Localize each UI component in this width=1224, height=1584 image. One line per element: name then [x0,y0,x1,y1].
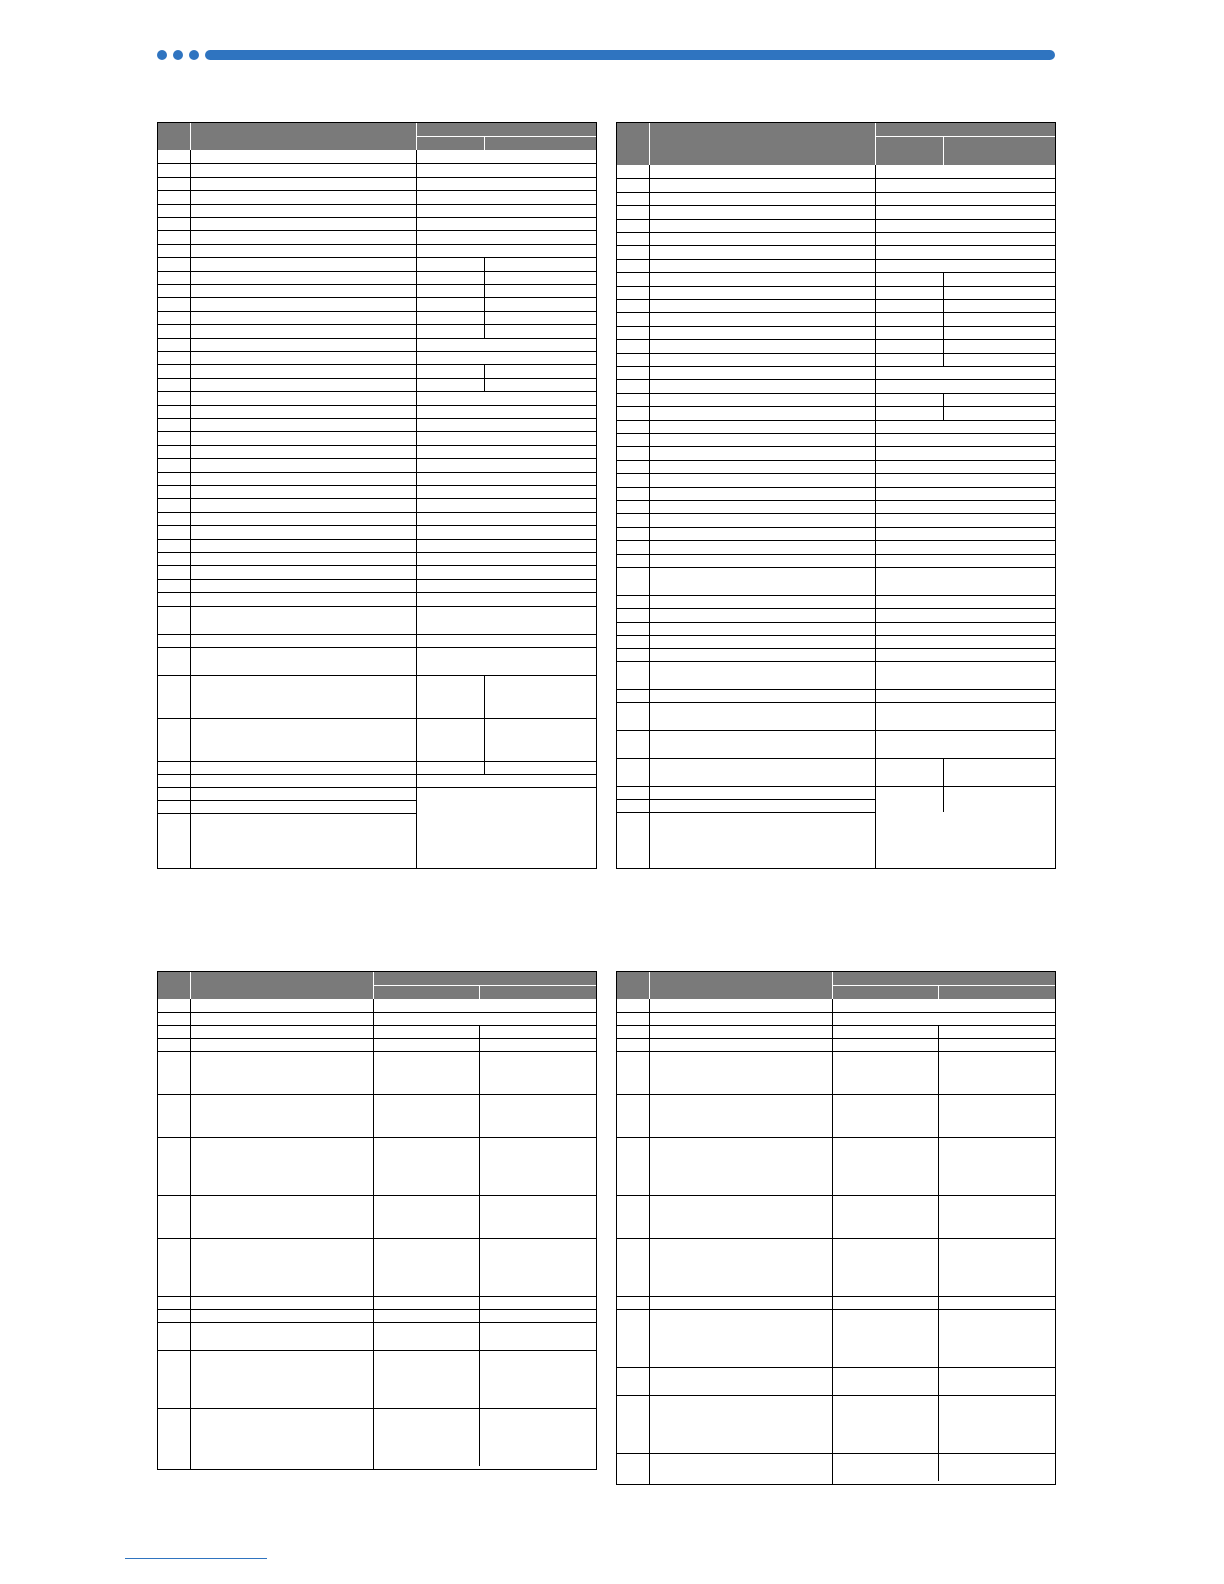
table-row [617,406,1055,419]
table-row [158,418,596,431]
table-row [158,364,596,377]
table-row [158,579,596,592]
table-row [158,257,596,270]
table-row [158,774,596,787]
table-row [617,999,1055,1012]
table-row [617,272,1055,285]
table-row [158,190,596,203]
table-row [617,567,1055,595]
table-row [158,472,596,485]
table-row [617,1012,1055,1025]
table-row [617,758,1055,786]
table-row [617,799,1055,812]
table-row [158,761,596,774]
table-row [617,487,1055,500]
table-row [158,800,596,813]
table-row [158,606,596,634]
table-row [617,554,1055,567]
table-row [617,608,1055,621]
table-row [158,1094,596,1137]
table-row [158,351,596,364]
spec-table-bottom-left [157,971,597,1470]
header-decoration [157,48,1055,62]
table-row [617,595,1055,608]
table-row [158,297,596,310]
table-row [617,446,1055,459]
table-row [158,338,596,351]
table-row [617,1137,1055,1195]
table-row [617,326,1055,339]
table-row [158,999,596,1012]
header-dot [173,50,183,60]
table-row [617,1051,1055,1094]
table-row [617,513,1055,526]
header-dot [157,50,167,60]
table-row [617,648,1055,661]
table-row [158,324,596,337]
table-row [617,366,1055,379]
table-row [158,718,596,761]
table-row [617,527,1055,540]
table-row [617,353,1055,366]
table-row [617,661,1055,689]
table-row [617,1367,1055,1395]
table-row [617,165,1055,178]
table-row [617,393,1055,406]
table-row [617,1395,1055,1453]
table-row [617,473,1055,486]
table-row [158,1051,596,1094]
table-row [617,500,1055,513]
header-rule [205,50,1055,60]
table-row [158,230,596,243]
table-row [617,259,1055,272]
table-row [158,177,596,190]
table-row [158,565,596,578]
spec-table-top-left [157,122,597,869]
table-row [158,539,596,552]
table-row [617,312,1055,325]
spec-table-bottom-right [616,971,1056,1485]
table-row [617,1094,1055,1137]
table-row [617,460,1055,473]
table-row [617,379,1055,392]
table-row [158,284,596,297]
table-row [617,1038,1055,1051]
table-row [617,786,1055,799]
table-row [617,433,1055,446]
table-row [158,787,596,800]
table-row [617,540,1055,553]
table-row [158,163,596,176]
table-row [617,420,1055,433]
table-row [158,311,596,324]
table-row [617,192,1055,205]
table-row [158,485,596,498]
table-row [617,622,1055,635]
table-row [158,204,596,217]
table-row [158,445,596,458]
table-row [158,1038,596,1051]
table-row [617,205,1055,218]
table-row [617,635,1055,648]
table-row [158,244,596,257]
table-row [158,431,596,444]
table-row [158,1350,596,1408]
table-row [158,512,596,525]
table-row [617,219,1055,232]
table-row [158,458,596,471]
table-row [617,1195,1055,1238]
table-row [617,812,1055,825]
footer-link-underline[interactable] [125,1558,267,1559]
table-row [617,1296,1055,1309]
table-row [158,525,596,538]
table-row [158,1296,596,1309]
table-row [617,1025,1055,1038]
table-row [158,634,596,647]
table-row [158,1025,596,1038]
table-row [617,299,1055,312]
table-row [617,1238,1055,1296]
table-row [158,378,596,391]
table-row [617,1309,1055,1367]
table-row [158,552,596,565]
table-row [617,178,1055,191]
table-row [158,647,596,675]
header-dot [189,50,199,60]
table-row [158,217,596,230]
table-row [617,232,1055,245]
table-row [158,592,596,605]
table-row [158,1195,596,1238]
table-row [158,391,596,404]
spec-table-top-right [616,122,1056,869]
table-row [617,730,1055,758]
table-row [617,689,1055,702]
table-row [158,1408,596,1466]
table-row [617,1453,1055,1481]
table-row [158,1238,596,1296]
table-row [158,813,596,826]
table-row [158,1309,596,1322]
table-row [158,271,596,284]
table-row [158,498,596,511]
table-row [617,245,1055,258]
table-header [617,123,1055,165]
table-row [158,405,596,418]
table-row [158,1137,596,1195]
table-row [617,286,1055,299]
table-row [158,1322,596,1350]
table-row [158,675,596,718]
table-row [617,702,1055,730]
table-row [617,339,1055,352]
table-row [158,150,596,163]
table-row [158,1012,596,1025]
